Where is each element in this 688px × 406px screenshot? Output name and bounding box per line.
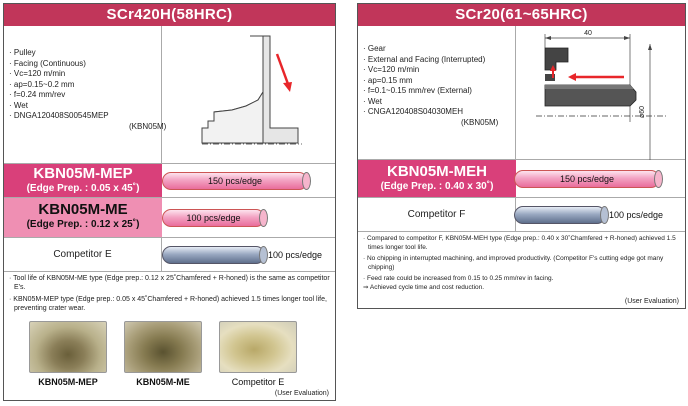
dimension-width: 40	[584, 30, 592, 37]
insert-photo-me	[124, 321, 202, 373]
photo-caption: KBN05M-ME	[136, 377, 190, 387]
condition-line: · ap=0.15 mm	[363, 75, 413, 85]
tool-life-bar	[514, 206, 606, 224]
tool-life-bar: 150 pcs/edge	[162, 172, 308, 190]
tool-grade: (KBN05M)	[461, 117, 499, 127]
condition-line: · f=0.24 mm/rev	[9, 90, 66, 99]
workpiece-diagram	[162, 26, 335, 164]
tool-life-bar: 150 pcs/edge	[514, 170, 660, 188]
user-evaluation: (User Evaluation)	[624, 298, 679, 305]
condition-line: · External and Facing (Interrupted)	[363, 54, 486, 64]
condition-line: · Vc=120 m/min	[9, 69, 66, 78]
dimension-height: ø60	[639, 105, 646, 118]
grade-label: Competitor F	[358, 198, 516, 231]
insert-photo-competitor-e	[219, 321, 297, 373]
panel-title: SCr420H(58HRC)	[4, 4, 335, 26]
condition-line: · ap=0.15~0.2 mm	[9, 79, 75, 89]
result-row	[4, 164, 335, 198]
tool-grade: (KBN05M)	[129, 121, 167, 131]
grade-label: KBN05M-MEP (Edge Prep. : 0.05 x 45˚)	[4, 164, 162, 197]
pulley-diagram	[162, 26, 336, 164]
cutting-conditions	[4, 26, 167, 164]
condition-line: · Wet	[9, 100, 28, 110]
tool-life-value: 100 pcs/edge	[268, 250, 323, 260]
tool-life-bar: 100 pcs/edge	[162, 209, 265, 227]
results-notes: · Tool life of KBN05M-ME type (Edge prep.: 0.12 x 25˚Chamfered + R-honed) is the same as competitor E's. · KBN05M-MEP type (Edge prep.: 0.05 x 45˚Chamfered + R-honed) achieved 1.5 times longer tool life, preventing crater wear.	[9, 275, 330, 312]
condition-line: · Gear	[363, 44, 386, 53]
result-row	[4, 198, 335, 238]
insert-photo-mep	[29, 321, 107, 373]
user-evaluation: (User Evaluation)	[274, 390, 329, 397]
panel-title: SCr20(61~65HRC)	[358, 4, 685, 26]
photo-caption: KBN05M-MEP	[38, 377, 98, 387]
workpiece-diagram	[516, 26, 685, 160]
grade-label: Competitor E	[4, 238, 162, 271]
condition-line: · CNGA120408S04030MEH	[363, 107, 464, 116]
gear-diagram	[516, 26, 686, 160]
condition-line: · DNGA120408S00545MEP	[9, 111, 109, 120]
left-panel	[3, 3, 336, 401]
tool-life-bar	[162, 246, 265, 264]
result-row	[358, 198, 685, 232]
condition-line: · f=0.1~0.15 mm/rev (External)	[363, 86, 472, 95]
condition-line: · Pulley	[9, 48, 36, 57]
result-row	[4, 238, 335, 272]
cutting-conditions	[358, 26, 516, 160]
tool-life-value: 100 pcs/edge	[609, 210, 664, 220]
condition-line: · Vc=120 m/min	[363, 65, 420, 74]
photo-caption: Competitor E	[231, 377, 285, 387]
condition-line: · Wet	[363, 96, 382, 106]
results-notes: · Compared to competitor F, KBN05M-MEH type (Edge prep.: 0.40 x 30˚Chamfered + R-honed) achieved 1.5 times longer tool life. · No chipping in interrupted machining, and improved productivity. (Competitor F's cutting edge got many chipping) · Feed rate could be increased from 0.15 to 0.25 mm/rev in facing. ⇒ Achieved cycle time and cost reduction.	[363, 235, 676, 291]
result-row	[358, 160, 685, 198]
right-panel	[357, 3, 686, 309]
grade-label: KBN05M-ME (Edge Prep. : 0.12 x 25˚)	[4, 198, 162, 237]
grade-label: KBN05M-MEH (Edge Prep. : 0.40 x 30˚)	[358, 160, 516, 197]
condition-line: · Facing (Continuous)	[9, 58, 86, 68]
